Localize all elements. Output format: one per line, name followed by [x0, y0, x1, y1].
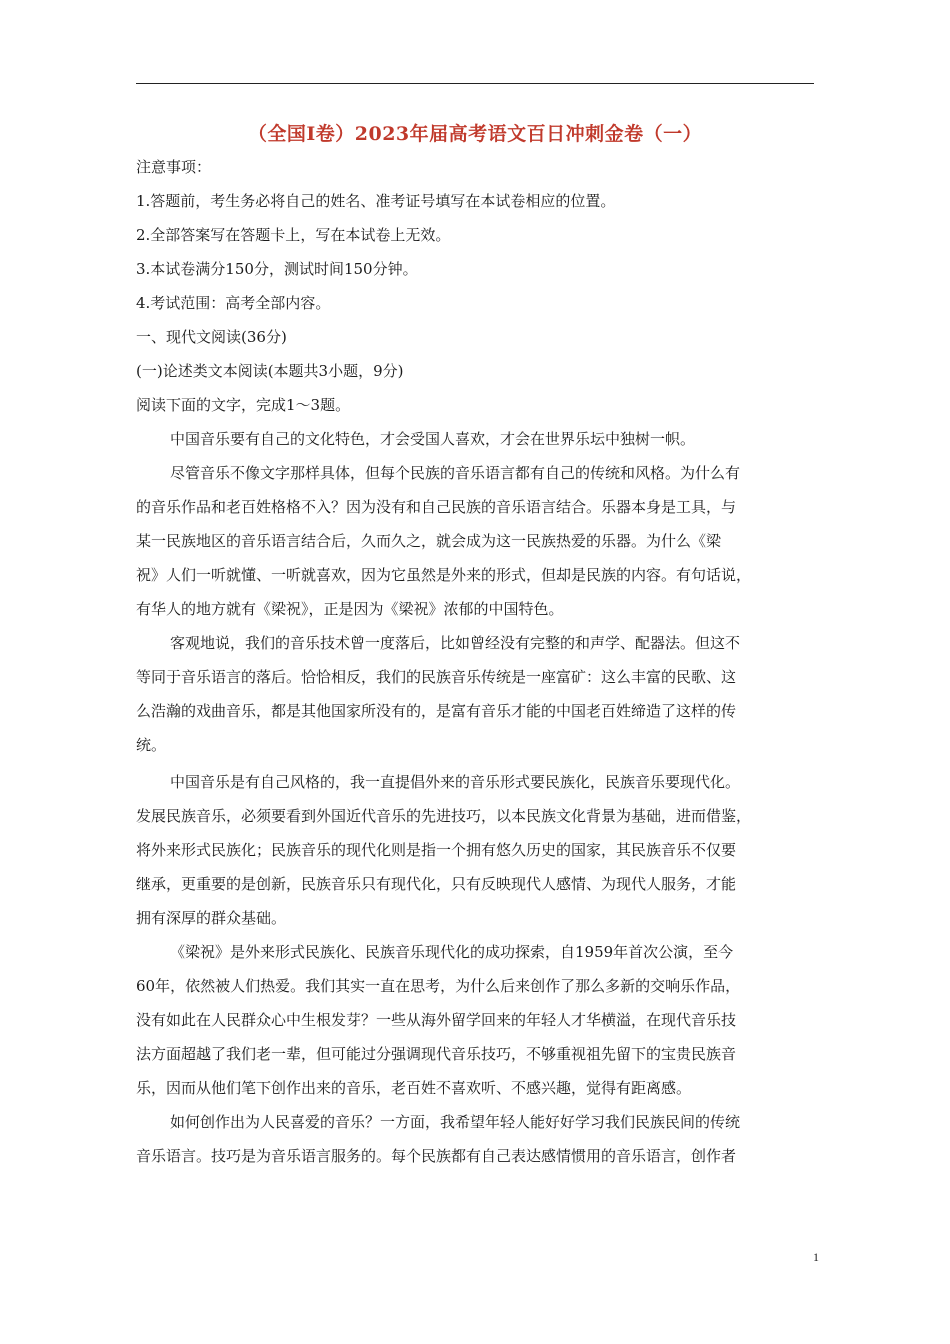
paragraph-line: 尽管音乐不像文字那样具体，但每个民族的音乐语言都有自己的传统和风格。为什么有: [170, 464, 741, 482]
paragraph-line: 有华人的地方就有《梁祝》，正是因为《梁祝》浓郁的中国特色。: [136, 600, 564, 618]
paragraph-line: 《梁祝》是外来形式民族化、民族音乐现代化的成功探索，自1959年首次公演，至今: [170, 943, 734, 961]
notice-item: 1.答题前，考生务必将自己的姓名、准考证号填写在本试卷相应的位置。: [136, 192, 616, 210]
notice-item: 2.全部答案写在答题卡上，写在本试卷上无效。: [136, 226, 451, 244]
paragraph-line: 等同于音乐语言的落后。恰恰相反，我们的民族音乐传统是一座富矿：这么丰富的民歌、这: [136, 668, 737, 686]
page-title: （全国Ⅰ卷）2023年届高考语文百日冲刺金卷（一）: [247, 123, 703, 145]
paragraph-line: 继承，更重要的是创新，民族音乐只有现代化，只有反映现代人感情、为现代人服务，才能: [136, 875, 737, 893]
paragraph-line: 拥有深厚的群众基础。: [136, 909, 287, 927]
paragraph-line: 没有如此在人民群众心中生根发芽？一些从海外留学回来的年轻人才华横溢，在现代音乐技: [136, 1011, 737, 1029]
paragraph-line: 音乐语言。技巧是为音乐语言服务的。每个民族都有自己表达感情惯用的音乐语言，创作者: [136, 1147, 737, 1165]
page-number: 1: [813, 1250, 819, 1264]
paragraph-line: 统。: [136, 736, 167, 754]
paragraph-line: 客观地说，我们的音乐技术曾一度落后，比如曾经没有完整的和声学、配器法。但这不: [170, 634, 741, 652]
notice-heading: 注意事项：: [136, 158, 212, 176]
notice-item: 3.本试卷满分150分，测试时间150分钟。: [136, 260, 418, 278]
paragraph-line: 中国音乐是有自己风格的，我一直提倡外来的音乐形式要民族化，民族音乐要现代化。: [170, 773, 741, 791]
reading-instruction: 阅读下面的文字，完成1～3题。: [136, 396, 351, 414]
paragraph-line: 将外来形式民族化；民族音乐的现代化则是指一个拥有悠久历史的国家，其民族音乐不仅要: [136, 841, 737, 859]
section-heading: 一、现代文阅读(36分): [136, 328, 287, 346]
notice-item: 4.考试范围：高考全部内容。: [136, 294, 331, 312]
paragraph-line: 祝》人们一听就懂、一听就喜欢，因为它虽然是外来的形式，但却是民族的内容。有句话说，: [136, 566, 752, 584]
paragraph-line: 发展民族音乐，必须要看到外国近代音乐的先进技巧，以本民族文化背景为基础，进而借鉴，: [136, 807, 752, 825]
paragraph-line: 法方面超越了我们老一辈，但可能过分强调现代音乐技巧，不够重视祖先留下的宝贵民族音: [136, 1045, 737, 1063]
paragraph-line: 如何创作出为人民喜爱的音乐？一方面，我希望年轻人能好好学习我们民族民间的传统: [170, 1113, 741, 1131]
paragraph-line: 的音乐作品和老百姓格格不入？因为没有和自己民族的音乐语言结合。乐器本身是工具，与: [136, 498, 737, 516]
paragraph-line: 60年，依然被人们热爱。我们其实一直在思考，为什么后来创作了那么多新的交响乐作品，: [136, 977, 741, 995]
paragraph-line: 乐，因而从他们笔下创作出来的音乐，老百姓不喜欢听、不感兴趣，觉得有距离感。: [136, 1079, 692, 1097]
header-rule: [136, 83, 814, 84]
paragraph-line: 中国音乐要有自己的文化特色，才会受国人喜欢，才会在世界乐坛中独树一帜。: [170, 430, 696, 448]
document-body: [136, 150, 816, 1173]
paragraph-line: 某一民族地区的音乐语言结合后，久而久之，就会成为这一民族热爱的乐器。为什么《梁: [136, 532, 722, 550]
paragraph-line: 么浩瀚的戏曲音乐，都是其他国家所没有的，是富有音乐才能的中国老百姓缔造了这样的传: [136, 702, 737, 720]
subsection-heading: (一)论述类文本阅读(本题共3小题，9分): [136, 362, 404, 380]
